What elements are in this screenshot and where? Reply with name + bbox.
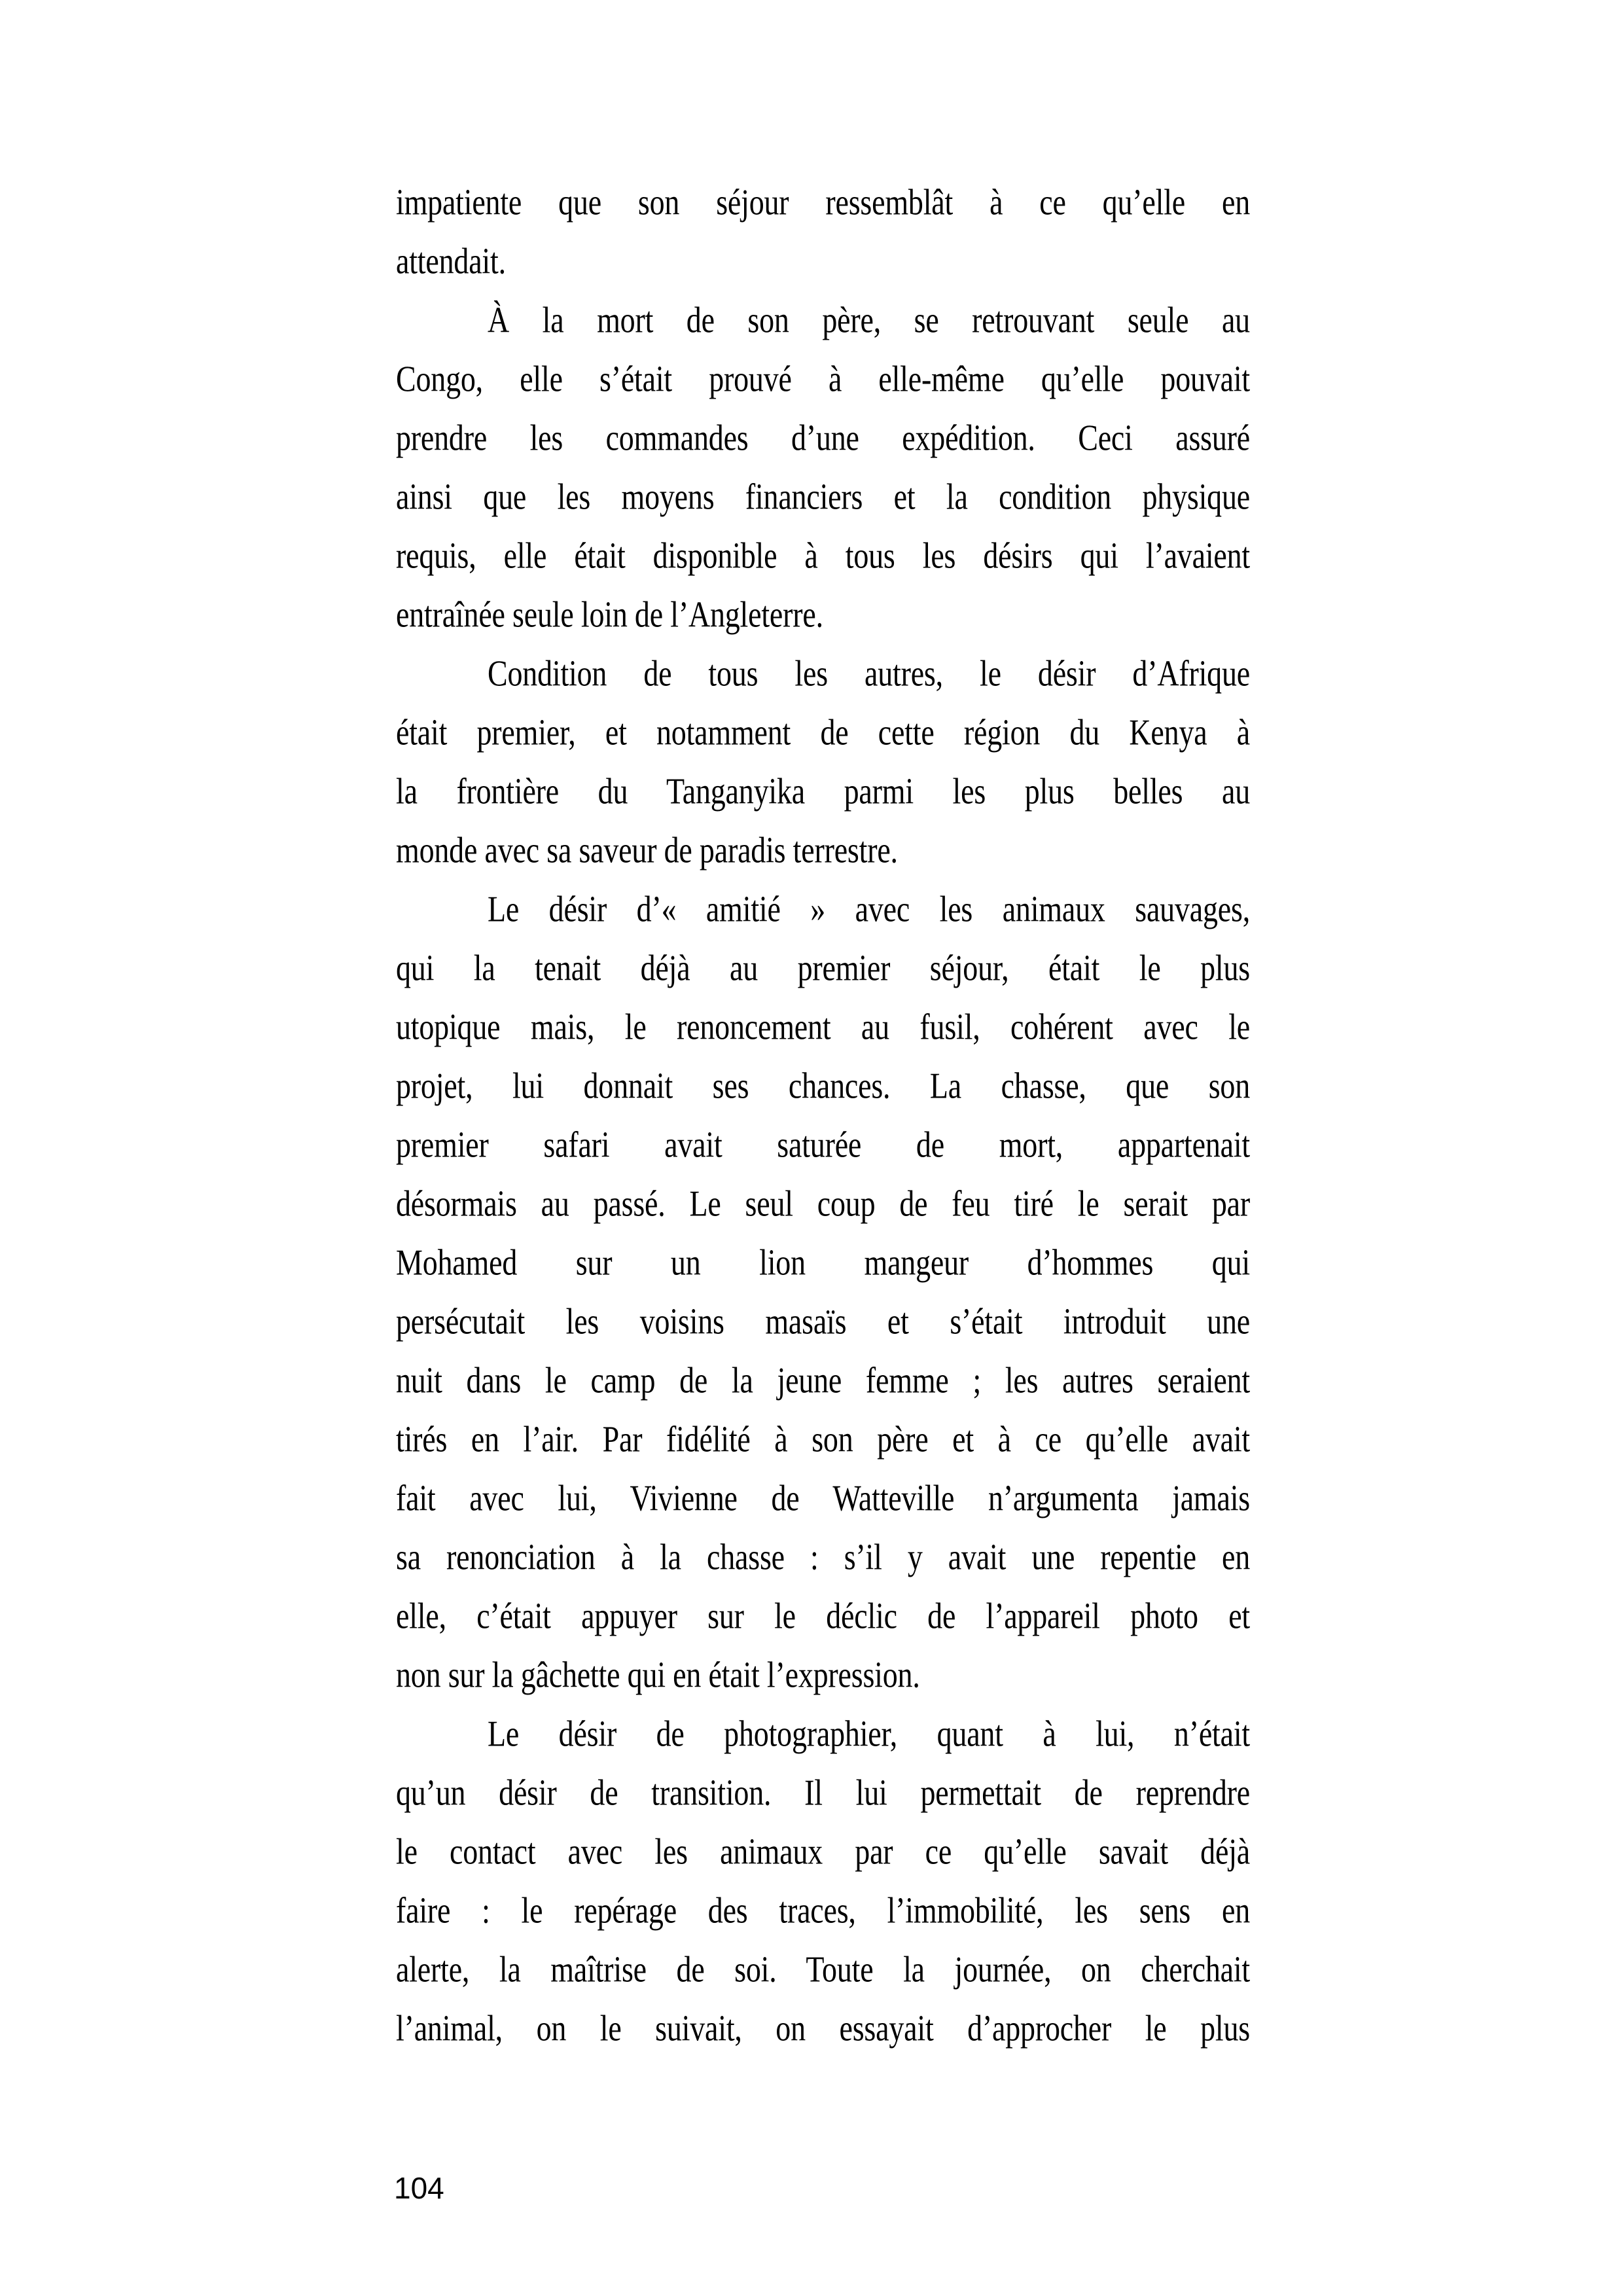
- text-line: À la mort de son père, se retrouvant seule au: [488, 299, 1250, 340]
- paragraph: [396, 291, 1250, 644]
- text-line: nuit dans le camp de la jeune femme ; les autres seraient: [396, 1359, 1250, 1401]
- text-line: prendre les commandes d’une expédition. Ceci assuré: [396, 417, 1250, 458]
- text-line: Le désir de photographier, quant à lui, n’était: [488, 1713, 1250, 1754]
- text-line: requis, elle était disponible à tous les désirs qui l’avaient: [396, 535, 1250, 576]
- text-line: Mohamed sur un lion mangeur d’hommes qui: [396, 1242, 1250, 1283]
- text-line: attendait.: [396, 240, 506, 281]
- text-line: utopique mais, le renoncement au fusil, cohérent avec le: [396, 1006, 1250, 1047]
- paragraph: [396, 173, 1250, 291]
- paragraph: [396, 644, 1250, 880]
- text-line: sa renonciation à la chasse : s’il y avait une repentie en: [396, 1536, 1250, 1577]
- text-line: non sur la gâchette qui en était l’expression.: [396, 1654, 920, 1695]
- text-line: Congo, elle s’était prouvé à elle-même qu’elle pouvait: [396, 358, 1250, 399]
- text-line: faire : le repérage des traces, l’immobilité, les sens en: [396, 1890, 1250, 1931]
- text-line: entraînée seule loin de l’Angleterre.: [396, 594, 823, 635]
- text-line: tirés en l’air. Par fidélité à son père et à ce qu’elle avait: [396, 1418, 1250, 1460]
- text-line: l’animal, on le suivait, on essayait d’approcher le plus: [396, 2007, 1250, 2049]
- text-line: alerte, la maîtrise de soi. Toute la journée, on cherchait: [396, 1948, 1250, 1990]
- text-line: était premier, et notamment de cette région du Kenya à: [396, 711, 1250, 753]
- text-line: Condition de tous les autres, le désir d’Afrique: [488, 653, 1250, 694]
- page-text-block: [396, 173, 1250, 2058]
- text-line: Le désir d’« amitié » avec les animaux sauvages,: [488, 888, 1250, 929]
- paragraph: [396, 880, 1250, 1704]
- text-line: impatiente que son séjour ressemblât à ce qu’elle en: [396, 181, 1250, 223]
- text-line: projet, lui donnait ses chances. La chasse, que son: [396, 1065, 1250, 1106]
- text-line: premier safari avait saturée de mort, appartenait: [396, 1124, 1250, 1165]
- text-line: la frontière du Tanganyika parmi les plus belles au: [396, 770, 1250, 812]
- text-line: monde avec sa saveur de paradis terrestre.: [396, 829, 898, 870]
- paragraph: [396, 1704, 1250, 2058]
- text-line: désormais au passé. Le seul coup de feu tiré le serait par: [396, 1183, 1250, 1224]
- text-line: ainsi que les moyens financiers et la condition physique: [396, 476, 1250, 517]
- text-line: persécutait les voisins masaïs et s’était introduit une: [396, 1300, 1250, 1342]
- page-number: 104: [394, 2171, 444, 2205]
- text-line: le contact avec les animaux par ce qu’elle savait déjà: [396, 1831, 1250, 1872]
- text-line: fait avec lui, Vivienne de Watteville n’argumenta jamais: [396, 1477, 1250, 1518]
- text-line: elle, c’était appuyer sur le déclic de l’appareil photo et: [396, 1595, 1250, 1636]
- text-line: qui la tenait déjà au premier séjour, était le plus: [396, 947, 1250, 988]
- text-line: qu’un désir de transition. Il lui permettait de reprendre: [396, 1772, 1250, 1813]
